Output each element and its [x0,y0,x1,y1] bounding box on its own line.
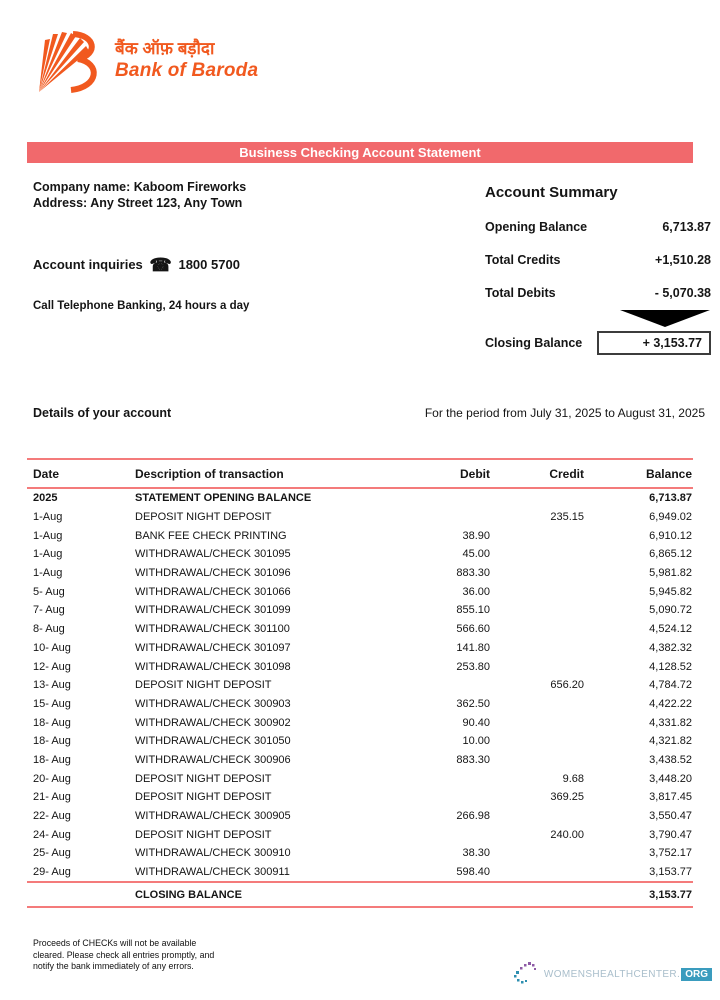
arrow-down-icon [620,310,710,327]
bank-logo-text [115,30,258,82]
debit-cell: 253.80 [456,660,490,673]
table-row [27,844,693,863]
opening-balance-row [27,488,693,508]
description-cell: DEPOSIT NIGHT DEPOSIT [135,791,272,804]
debit-cell: 883.30 [456,567,490,580]
credit-cell [491,863,585,883]
balance-cell: 5,090.72 [649,604,692,617]
debit-cell: 141.80 [456,641,490,654]
total-credits-label: Total Credits [485,253,561,267]
debit-column-header: Debit [381,459,491,488]
credit-cell [491,526,585,545]
date-cell: 12- Aug [33,660,71,673]
footer-notice [33,938,214,973]
details-heading: Details of your account [33,406,172,420]
watermark-text: WOMENSHEALTHCENTER. [543,968,681,980]
footer-line: notify the bank immediately of any errors. [33,961,194,971]
date-column-header: Date [27,459,135,488]
balance-cell: 4,321.82 [649,735,692,748]
table-row [27,751,693,770]
date-cell: 1-Aug [33,511,63,524]
description-cell: WITHDRAWAL/CHECK 300905 [135,810,291,823]
account-inquiries-line [33,255,463,276]
balance-cell: 5,981.82 [649,567,692,580]
balance-cell: 3,448.20 [649,772,692,785]
balance-cell: 3,790.47 [649,828,692,841]
date-cell: 7- Aug [33,604,65,617]
total-debits-label: Total Debits [485,286,556,300]
table-row [27,657,693,676]
date-cell [27,882,135,907]
bank-of-baroda-logo-icon [33,30,105,94]
balance-cell: 4,784.72 [649,679,692,692]
credit-cell [491,732,585,751]
credit-cell: 235.15 [550,511,584,524]
credit-cell [491,713,585,732]
description-cell: WITHDRAWAL/CHECK 301050 [135,735,291,748]
debit-cell [381,825,491,844]
credit-cell [491,807,585,826]
opening-balance-value: 6,713.87 [662,220,711,234]
debit-cell: 566.60 [456,623,490,636]
date-cell: 13- Aug [33,679,71,692]
footer-line: cleared. Please check all entries promptly, and [33,949,215,960]
description-cell: WITHDRAWAL/CHECK 301098 [135,660,291,673]
description-cell: STATEMENT OPENING BALANCE [135,492,312,505]
date-cell: 2025 [33,492,58,505]
debit-cell: 45.00 [462,548,490,561]
description-cell: DEPOSIT NIGHT DEPOSIT [135,828,272,841]
date-cell: 18- Aug [33,716,71,729]
statement-title-bar: Business Checking Account Statement [27,142,693,163]
bank-logo [33,30,258,94]
debit-cell: 362.50 [456,697,490,710]
bank-name-english: Bank of Baroda [115,60,259,81]
details-header-row [33,406,705,420]
credit-cell: 656.20 [550,679,584,692]
description-cell: WITHDRAWAL/CHECK 300910 [135,847,291,860]
description-cell: DEPOSIT NIGHT DEPOSIT [135,511,272,524]
credit-cell [491,844,585,863]
debit-cell [381,882,491,907]
watermark-dots-icon [512,961,542,987]
debit-cell: 38.90 [462,529,490,542]
credit-cell [491,639,585,658]
balance-cell: 6,949.02 [649,511,692,524]
description-cell: WITHDRAWAL/CHECK 301095 [135,548,291,561]
total-debits-value: - 5,070.38 [654,286,711,300]
balance-cell: 6,910.12 [649,529,692,542]
opening-balance-label: Opening Balance [485,220,588,234]
balance-cell: 4,422.22 [649,697,692,710]
description-cell: WITHDRAWAL/CHECK 301096 [135,567,291,580]
balance-cell: 6,713.87 [649,492,692,505]
table-row [27,769,693,788]
closing-balance-box: + 3,153.77 [597,331,711,355]
debit-cell: 10.00 [462,735,490,748]
table-row [27,676,693,695]
balance-column-header: Balance [585,459,693,488]
credit-cell [491,620,585,639]
debit-cell: 266.98 [456,810,490,823]
account-summary-heading: Account Summary [485,184,618,201]
balance-cell: 6,865.12 [649,548,692,561]
date-cell: 24- Aug [33,828,71,841]
footer-line: Proceeds of CHECKs will not be available [33,938,197,948]
table-row [27,526,693,545]
balance-cell: 4,382.32 [649,641,692,654]
table-row [27,508,693,527]
watermark-org-badge: ORG [681,968,712,981]
credit-cell [491,564,585,583]
statement-period: For the period from July 31, 2025 to August 31, 2025 [424,406,705,420]
debit-cell [381,488,491,508]
phone-icon: ☎ [149,255,172,275]
closing-balance-label: Closing Balance [485,336,583,350]
debit-cell [381,508,491,527]
balance-cell: 3,153.77 [585,882,693,907]
bank-name-hindi: बैंक ऑफ़ बड़ौदा [115,39,215,58]
account-summary [485,184,711,355]
credit-cell [491,582,585,601]
total-credits-value: +1,510.28 [655,253,711,267]
description-cell: WITHDRAWAL/CHECK 301097 [135,641,291,654]
credit-cell [491,751,585,770]
table-row [27,545,693,564]
date-cell: 18- Aug [33,753,71,766]
balance-cell: 5,945.82 [649,585,692,598]
credit-cell [491,545,585,564]
table-row [27,582,693,601]
transactions-body [27,488,693,882]
table-row [27,807,693,826]
date-cell: 25- Aug [33,847,71,860]
opening-balance-summary [485,220,711,234]
transactions-table [27,458,693,908]
table-row [27,788,693,807]
description-cell: DEPOSIT NIGHT DEPOSIT [135,679,272,692]
debit-cell: 883.30 [456,753,490,766]
table-row [27,713,693,732]
balance-cell: 4,331.82 [649,716,692,729]
total-debits-summary [485,286,711,300]
description-cell: WITHDRAWAL/CHECK 300911 [135,866,290,879]
date-cell: 20- Aug [33,772,71,785]
balance-cell: 3,817.45 [649,791,692,804]
description-cell: WITHDRAWAL/CHECK 301100 [135,623,290,636]
description-column-header: Description of transaction [135,459,381,488]
description-cell: WITHDRAWAL/CHECK 300902 [135,716,291,729]
date-cell: 18- Aug [33,735,71,748]
date-cell: 15- Aug [33,697,71,710]
credit-cell: 240.00 [550,828,584,841]
phone-number: 1800 5700 [178,257,240,272]
debit-cell: 855.10 [456,604,490,617]
description-cell: DEPOSIT NIGHT DEPOSIT [135,772,272,785]
date-cell: 29- Aug [33,866,71,879]
credit-cell [491,882,585,907]
balance-cell: 3,550.47 [649,810,692,823]
date-cell: 1-Aug [33,567,63,580]
debit-cell [381,788,491,807]
debit-cell: 36.00 [462,585,490,598]
debit-cell: 38.30 [462,847,490,860]
table-row [27,620,693,639]
date-cell: 10- Aug [33,641,71,654]
date-cell: 21- Aug [33,791,71,804]
description-cell: CLOSING BALANCE [135,882,381,907]
address-line: Address: Any Street 123, Any Town [33,196,243,210]
balance-cell: 4,524.12 [649,623,692,636]
description-cell: WITHDRAWAL/CHECK 300906 [135,753,291,766]
credit-cell [491,657,585,676]
closing-balance-summary [485,331,711,355]
balance-cell: 3,752.17 [649,847,692,860]
closing-balance-row [27,882,693,907]
description-cell: WITHDRAWAL/CHECK 300903 [135,697,291,710]
date-cell: 1-Aug [33,548,63,561]
debit-cell [381,676,491,695]
credit-cell [491,488,585,508]
table-row [27,639,693,658]
account-inquiries-label: Account inquiries [33,257,143,272]
date-cell: 1-Aug [33,529,63,542]
credit-cell [491,695,585,714]
debit-cell [381,769,491,788]
table-row [27,825,693,844]
table-row [27,601,693,620]
balance-cell: 4,128.52 [649,660,692,673]
watermark-link[interactable] [512,961,712,987]
debit-cell: 598.40 [456,866,490,879]
balance-cell: 3,153.77 [649,866,692,879]
company-name-line: Company name: Kaboom Fireworks [33,180,247,194]
table-row [27,564,693,583]
table-header-row [27,459,693,488]
description-cell: WITHDRAWAL/CHECK 301066 [135,585,291,598]
telephone-banking-line: Call Telephone Banking, 24 hours a day [33,300,250,312]
total-credits-summary [485,253,711,267]
credit-cell: 369.25 [550,791,584,804]
description-cell: BANK FEE CHECK PRINTING [135,529,287,542]
credit-cell: 9.68 [562,772,584,785]
customer-info [33,179,463,312]
table-row [27,863,693,883]
balance-cell: 3,438.52 [649,753,692,766]
description-cell: WITHDRAWAL/CHECK 301099 [135,604,291,617]
debit-cell: 90.40 [462,716,490,729]
date-cell: 5- Aug [33,585,65,598]
date-cell: 8- Aug [33,623,65,636]
date-cell: 22- Aug [33,810,71,823]
credit-cell [491,601,585,620]
table-row [27,695,693,714]
table-row [27,732,693,751]
credit-column-header: Credit [491,459,585,488]
